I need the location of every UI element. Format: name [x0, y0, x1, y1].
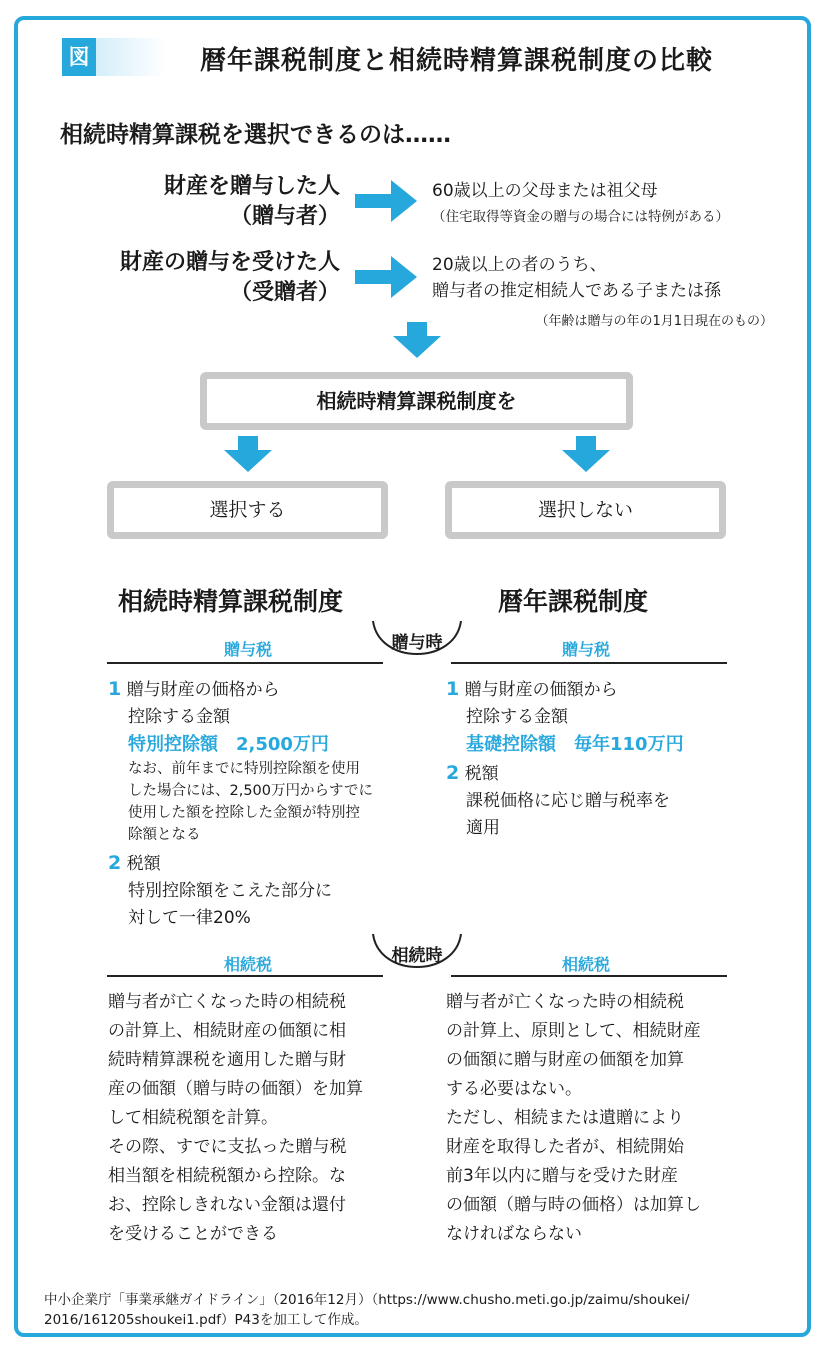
left-inheritance-line: お、控除しきれない金額は還付	[108, 1195, 346, 1215]
left-inheritance-line: 続時精算課税を適用した贈与財	[108, 1050, 346, 1070]
choice-no-box: 選択しない	[445, 481, 726, 539]
left-inheritance-text	[108, 988, 398, 1249]
left-inheritance-tax-label: 相続税	[223, 955, 272, 974]
right-down-arrow-icon	[562, 436, 610, 472]
source-line1: 中小企業庁「事業承継ガイドライン」（2016年12月）（https://www.chusho.meti.go.jp/zaimu/shoukei/	[44, 1292, 690, 1308]
right-inheritance-line: 贈与者が亡くなった時の相続税	[446, 992, 684, 1012]
left-inheritance-line: の計算上、相続財産の価額に相	[108, 1021, 346, 1041]
recipient-desc-line2: 贈与者の推定相続人である子または孫	[432, 281, 721, 301]
right-inheritance-line: の価額（贈与時の価格）は加算し	[446, 1195, 701, 1215]
donor-desc-line1: 60歳以上の父母または祖父母	[432, 181, 658, 201]
right-item1-num: 1	[446, 678, 460, 700]
figure-label-gradient	[96, 38, 166, 76]
choice-yes-box: 選択する	[107, 481, 388, 539]
left-item1-line2: 控除する金額	[128, 707, 230, 727]
right-gift-items	[446, 676, 736, 842]
tab-inheritance-time: 相続時	[391, 946, 443, 966]
left-inheritance-line: して相続税額を計算。	[108, 1108, 278, 1128]
source-line2: 2016/161205shoukei1.pdf）P43を加工して作成。	[44, 1312, 368, 1328]
right-inheritance-line: なければならない	[446, 1224, 582, 1244]
right-item2-line1: 税額	[464, 764, 499, 784]
right-inheritance-text	[446, 988, 736, 1249]
gift-divider-left	[107, 662, 383, 664]
right-inheritance-line: ただし、相続または遺贈により	[446, 1108, 684, 1128]
left-inheritance-line: 相当額を相続税額から控除。な	[108, 1166, 346, 1186]
left-item2-line2: 特別控除額をこえた部分に	[128, 881, 332, 901]
intro-heading: 相続時精算課税を選択できるのは……	[60, 122, 451, 148]
right-gift-tax-label: 贈与税	[561, 640, 610, 659]
left-item1-line1: 贈与財産の価格から	[126, 680, 280, 700]
recipient-arrow-icon	[355, 256, 417, 298]
left-item1-num: 1	[108, 678, 122, 700]
left-inheritance-line: 贈与者が亡くなった時の相続税	[108, 992, 346, 1012]
source-citation	[44, 1290, 689, 1330]
donor-desc-line2: （住宅取得等資金の贈与の場合には特例がある）	[432, 209, 729, 225]
recipient-desc-line1: 20歳以上の者のうち、	[432, 255, 607, 275]
right-item2-num: 2	[446, 762, 460, 784]
recipient-label	[40, 248, 340, 308]
right-column-title: 暦年課税制度	[498, 587, 649, 616]
gift-divider-right	[451, 662, 727, 664]
right-item1-line2: 控除する金額	[466, 707, 568, 727]
inheritance-divider-left	[107, 975, 383, 977]
recipient-label-line2: （受贈者）	[229, 280, 340, 305]
left-inheritance-line: 産の価額（贈与時の価額）を加算	[108, 1079, 363, 1099]
right-item1-highlight: 基礎控除額 毎年110万円	[466, 734, 684, 755]
figure-title: 暦年課税制度と相続時精算課税制度の比較	[200, 46, 714, 76]
left-item2-line3: 対して一律20%	[128, 908, 251, 928]
right-inheritance-tax-label: 相続税	[561, 955, 610, 974]
left-item1-note3: 使用した額を控除した金額が特別控	[128, 805, 360, 821]
down-arrow-icon	[393, 322, 441, 358]
donor-label	[40, 172, 340, 232]
recipient-label-line1: 財産の贈与を受けた人	[119, 250, 340, 275]
right-inheritance-line: の価額に贈与財産の価額を加算	[446, 1050, 684, 1070]
figure-label: 図	[62, 38, 96, 76]
left-item2-line1: 税額	[126, 854, 161, 874]
right-inheritance-line: の計算上、原則として、相続財産	[446, 1021, 701, 1041]
left-gift-tax-label: 贈与税	[223, 640, 272, 659]
right-item2-line2: 課税価格に応じ贈与税率を	[466, 791, 670, 811]
tab-gift-time: 贈与時	[391, 633, 443, 653]
inheritance-divider-right	[451, 975, 727, 977]
right-item1-line1: 贈与財産の価額から	[464, 680, 618, 700]
donor-label-line1: 財産を贈与した人	[163, 174, 340, 199]
left-gift-items	[108, 676, 398, 932]
right-inheritance-line: 財産を取得した者が、相続開始	[446, 1137, 684, 1157]
right-inheritance-line: する必要はない。	[446, 1079, 582, 1099]
donor-label-line2: （贈与者）	[229, 204, 340, 229]
left-item1-note1: なお、前年までに特別控除額を使用	[128, 761, 360, 777]
left-column-title: 相続時精算課税制度	[118, 587, 344, 616]
left-item1-note2: した場合には、2,500万円からすでに	[128, 783, 373, 799]
donor-arrow-icon	[355, 180, 417, 222]
right-item2-line3: 適用	[466, 818, 500, 838]
left-item1-note4: 除額となる	[128, 827, 201, 843]
age-note: （年齢は贈与の年の1月1日現在のもの）	[535, 314, 773, 329]
left-item2-num: 2	[108, 852, 122, 874]
left-down-arrow-icon	[224, 436, 272, 472]
decision-box: 相続時精算課税制度を	[200, 372, 633, 430]
left-inheritance-line: その際、すでに支払った贈与税	[108, 1137, 347, 1157]
left-item1-highlight: 特別控除額 2,500万円	[128, 734, 329, 755]
left-inheritance-line: を受けることができる	[108, 1224, 278, 1244]
right-inheritance-line: 前3年以内に贈与を受けた財産	[446, 1166, 678, 1186]
